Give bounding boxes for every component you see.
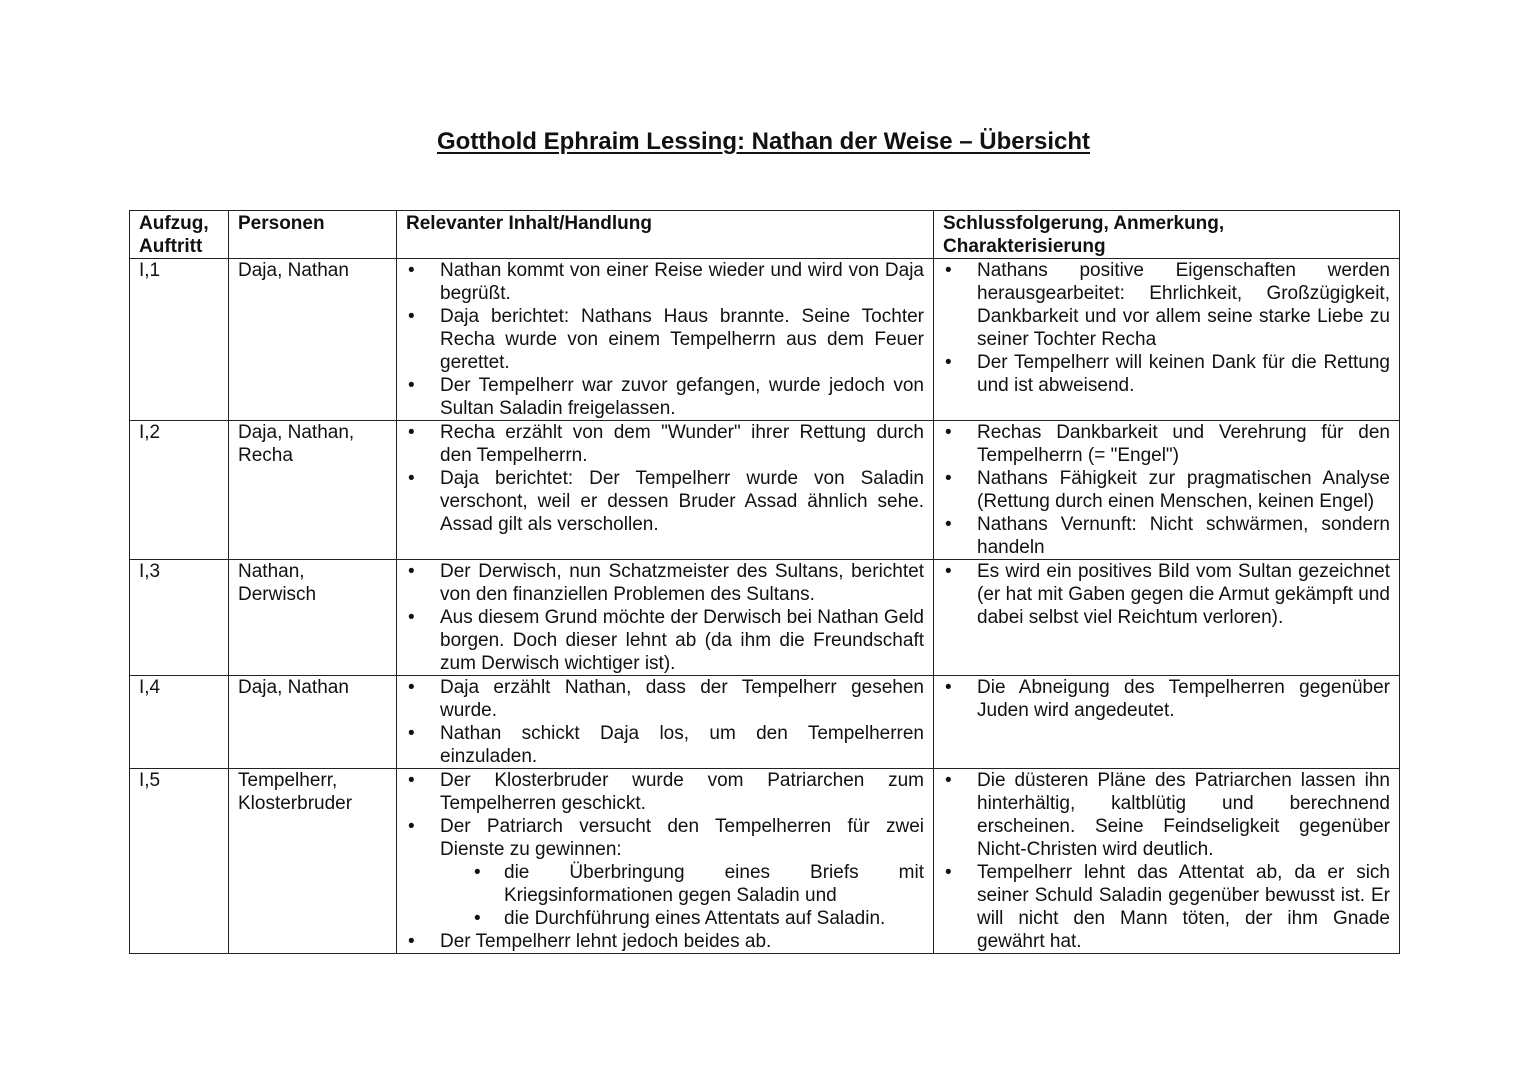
list-item: • Der Derwisch, nun Schatzmeister des Sultans, berichtet von den finanziellen Problemen des Sultans. [406, 560, 924, 606]
content-cell [397, 259, 934, 421]
header-row [130, 211, 1400, 259]
page-title: Gotthold Ephraim Lessing: Nathan der Weise – Übersicht [436, 128, 1090, 155]
list-item: • Aus diesem Grund möchte der Derwisch bei Nathan Geld borgen. Doch dieser lehnt ab (da ihm die Freundschaft zum Derwisch wichtiger ist). [406, 606, 924, 675]
act-cell: I,4 [130, 676, 229, 769]
table-row [130, 560, 1400, 676]
list-item-text: Der Patriarch versucht den Tempelherren für zwei Dienste zu gewinnen: [440, 816, 924, 860]
header-conclusion: Schlussfolgerung, Anmerkung, Charakterisierung [934, 211, 1400, 259]
list-item: • Der Tempelherr lehnt jedoch beides ab. [406, 930, 924, 953]
list-item: • Daja berichtet: Nathans Haus brannte. Seine Tochter Recha wurde von einem Tempelherrn aus dem Feuer gerettet. [406, 305, 924, 374]
overview-table [129, 210, 1400, 954]
sub-list-item: • die Überbringung eines Briefs mit Kriegsinformationen gegen Saladin und [472, 861, 924, 907]
content-cell [397, 560, 934, 676]
persons-cell: Nathan, Derwisch [229, 560, 397, 676]
list-item: • Der Tempelherr war zuvor gefangen, wurde jedoch von Sultan Saladin freigelassen. [406, 374, 924, 420]
conclusion-cell [934, 769, 1400, 954]
list-item: • Nathan kommt von einer Reise wieder und wird von Daja begrüßt. [406, 259, 924, 305]
conclusion-cell [934, 676, 1400, 769]
content-cell [397, 421, 934, 560]
list-item [406, 815, 924, 930]
list-item: • Nathans positive Eigenschaften werden herausgearbeitet: Ehrlichkeit, Großzügigkeit, Dankbarkeit und vor allem seine starke Liebe zu seiner Tochter Recha [943, 259, 1390, 351]
sub-list-item: • die Durchführung eines Attentats auf Saladin. [472, 907, 924, 930]
persons-cell: Tempelherr, Klosterbruder [229, 769, 397, 954]
act-cell: I,2 [130, 421, 229, 560]
conclusion-cell [934, 560, 1400, 676]
act-cell: I,5 [130, 769, 229, 954]
list-item: • Recha erzählt von dem "Wunder" ihrer Rettung durch den Tempelherrn. [406, 421, 924, 467]
header-act: Aufzug, Auftritt [130, 211, 229, 259]
list-item: • Rechas Dankbarkeit und Verehrung für den Tempelherrn (= "Engel") [943, 421, 1390, 467]
list-item: • Die düsteren Pläne des Patriarchen lassen ihn hinterhältig, kaltblütig und berechnend erscheinen. Seine Feindseligkeit gegenüber Nicht-Christen wird deutlich. [943, 769, 1390, 861]
list-item: • Der Klosterbruder wurde vom Patriarchen zum Tempelherren geschickt. [406, 769, 924, 815]
list-item: • Es wird ein positives Bild vom Sultan gezeichnet (er hat mit Gaben gegen die Armut gekämpft und dabei selbst viel Reichtum verloren). [943, 560, 1390, 629]
list-item: • Daja erzählt Nathan, dass der Tempelherr gesehen wurde. [406, 676, 924, 722]
header-content: Relevanter Inhalt/Handlung [397, 211, 934, 259]
table-row [130, 421, 1400, 560]
act-cell: I,3 [130, 560, 229, 676]
list-item: • Daja berichtet: Der Tempelherr wurde von Saladin verschont, weil er dessen Bruder Assad ähnlich sehe. Assad gilt als verschollen. [406, 467, 924, 536]
conclusion-cell [934, 421, 1400, 560]
content-cell [397, 769, 934, 954]
persons-cell: Daja, Nathan [229, 676, 397, 769]
sub-list [440, 861, 924, 930]
conclusion-cell [934, 259, 1400, 421]
content-cell [397, 676, 934, 769]
persons-cell: Daja, Nathan [229, 259, 397, 421]
header-persons: Personen [229, 211, 397, 259]
list-item: • Nathans Vernunft: Nicht schwärmen, sondern handeln [943, 513, 1390, 559]
table-row [130, 259, 1400, 421]
act-cell: I,1 [130, 259, 229, 421]
table-row [130, 676, 1400, 769]
list-item: • Nathans Fähigkeit zur pragmatischen Analyse (Rettung durch einen Menschen, keinen Engel) [943, 467, 1390, 513]
list-item: • Die Abneigung des Tempelherren gegenüber Juden wird angedeutet. [943, 676, 1390, 722]
table-row [130, 769, 1400, 954]
list-item: • Der Tempelherr will keinen Dank für die Rettung und ist abweisend. [943, 351, 1390, 397]
persons-cell: Daja, Nathan, Recha [229, 421, 397, 560]
list-item: • Tempelherr lehnt das Attentat ab, da er sich seiner Schuld Saladin gegenüber bewusst ist. Er will nicht den Mann töten, der ihm Gnade gewährt hat. [943, 861, 1390, 953]
list-item: • Nathan schickt Daja los, um den Tempelherren einzuladen. [406, 722, 924, 768]
